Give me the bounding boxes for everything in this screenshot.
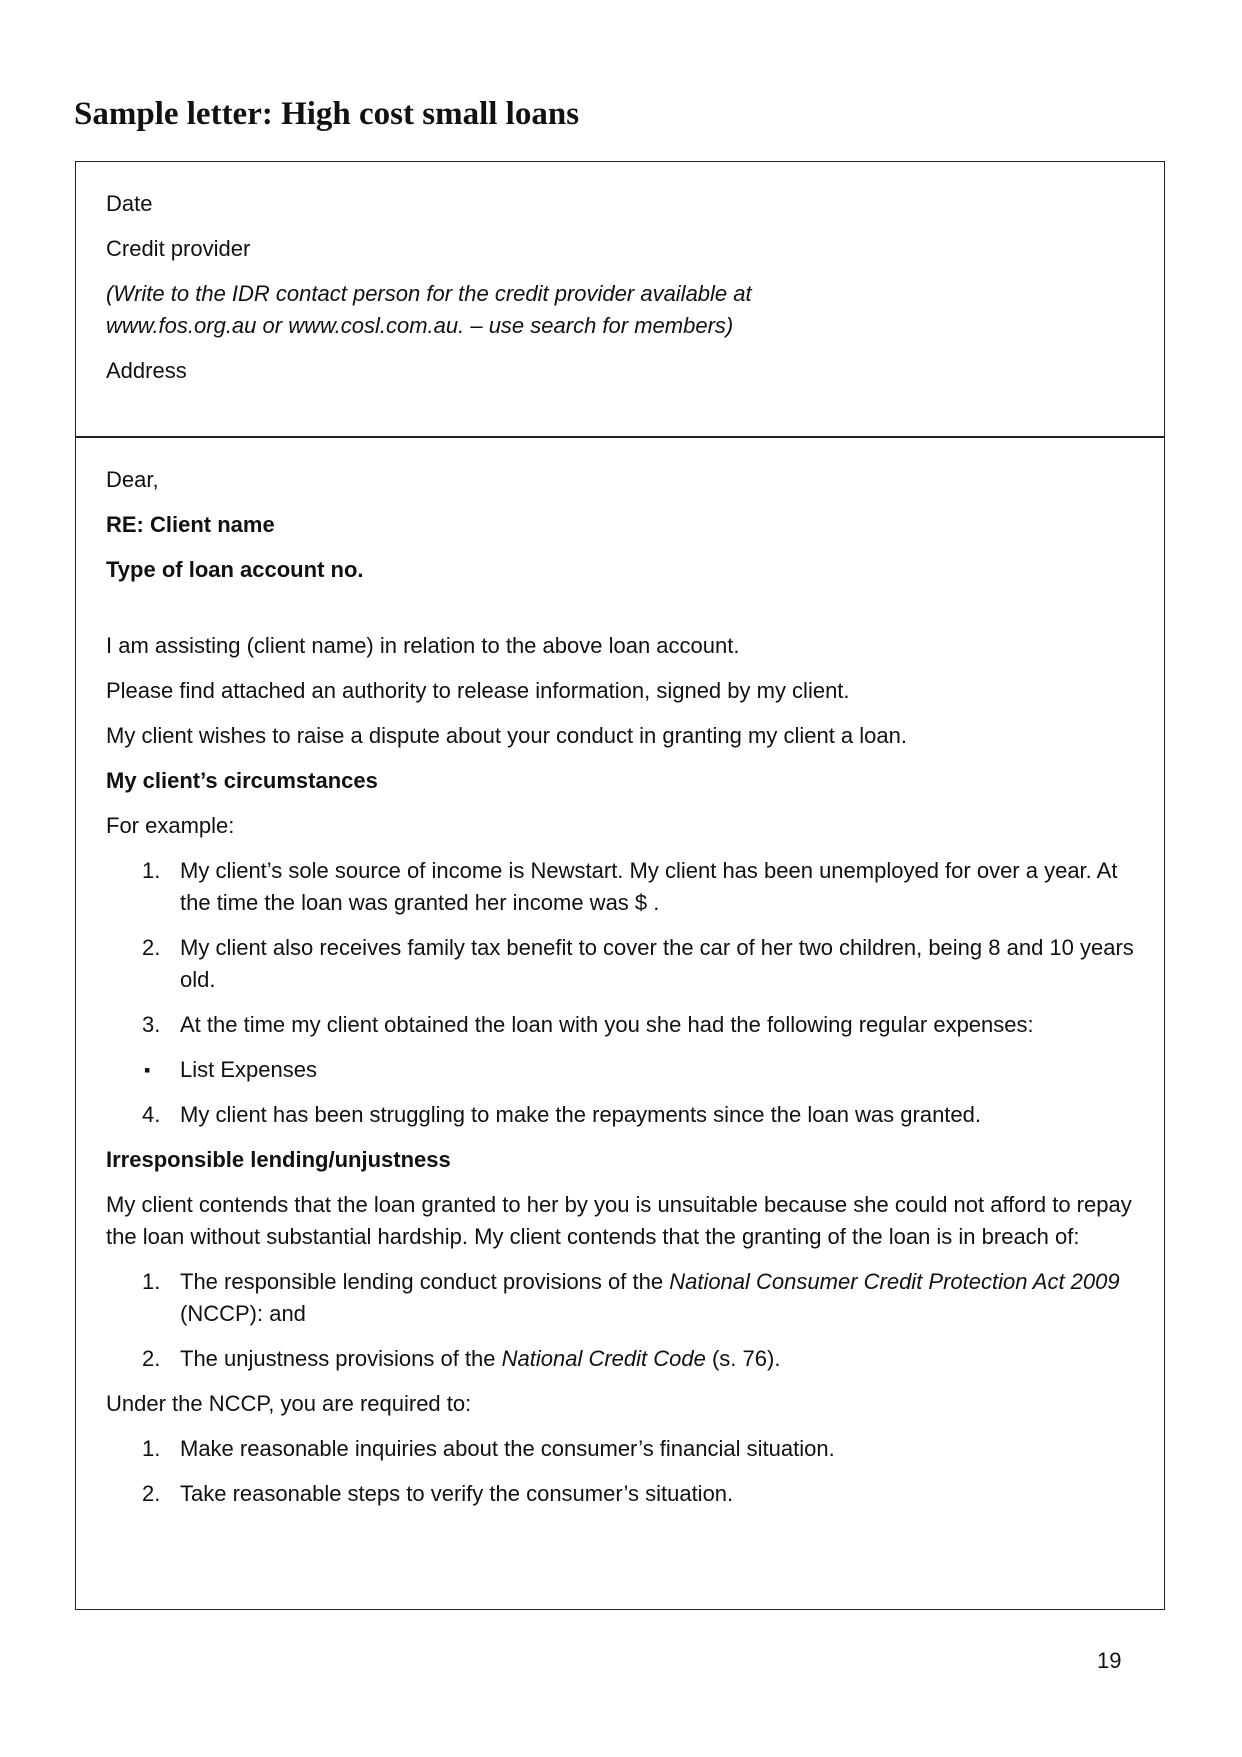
nccp-intro: Under the NCCP, you are required to: xyxy=(106,1391,472,1416)
date-line: Date xyxy=(106,191,153,216)
page-title: Sample letter: High cost small loans xyxy=(74,96,580,132)
list-marker: 4. xyxy=(142,1102,161,1127)
list-item xyxy=(106,1009,1134,1041)
list-item xyxy=(106,1433,1134,1465)
list-item-text: The unjustness provisions of the xyxy=(180,1346,502,1371)
list-item xyxy=(106,1099,1134,1131)
breach-list xyxy=(106,1266,1134,1375)
list-item xyxy=(106,1478,1134,1510)
instruction-line-1: (Write to the IDR contact person for the credit provider available at xyxy=(106,281,752,306)
list-marker: 2. xyxy=(142,1481,161,1506)
address-box xyxy=(75,161,1165,438)
list-item-text: My client has been struggling to make the repayments since the loan was granted. xyxy=(180,1102,982,1127)
list-item-text: Make reasonable inquiries about the consumer’s financial situation. xyxy=(180,1436,835,1461)
for-example-line: For example: xyxy=(106,813,235,838)
act-name: National Consumer Credit Protection Act 2009 xyxy=(669,1269,1120,1294)
salutation: Dear, xyxy=(106,467,159,492)
bullet-marker: ▪ xyxy=(144,1060,151,1080)
instruction-line-2: www.fos.org.au or www.cosl.com.au. – use search for members) xyxy=(106,313,734,338)
list-item-text: The responsible lending conduct provisions of the xyxy=(180,1269,670,1294)
list-item-text: My client’s sole source of income is Newstart. My client has been unemployed for over a year. At the time the loan was granted her income was $ . xyxy=(180,858,1118,915)
list-marker: 1. xyxy=(142,1269,161,1294)
list-marker: 3. xyxy=(142,1012,161,1037)
circumstances-list xyxy=(106,855,1134,1131)
list-item-text: (NCCP): and xyxy=(180,1301,306,1326)
list-item-text: At the time my client obtained the loan with you she had the following regular expenses: xyxy=(180,1012,1034,1037)
list-item-text: Take reasonable steps to verify the consumer’s situation. xyxy=(180,1481,734,1506)
credit-provider-line: Credit provider xyxy=(106,236,251,261)
letter-body xyxy=(106,464,1134,1523)
page-number: 19 xyxy=(1097,1648,1122,1673)
list-marker: 2. xyxy=(142,1346,161,1371)
lending-paragraph: My client contends that the loan granted to her by you is unsuitable because she could not afford to repay the loan without substantial hardship. My client contends that the granting of the loan is in breach of: xyxy=(106,1192,1132,1249)
circumstances-heading: My client’s circumstances xyxy=(106,768,378,793)
loan-type-line: Type of loan account no. xyxy=(106,557,364,582)
list-item xyxy=(106,1343,1134,1375)
list-marker: 2. xyxy=(142,935,161,960)
list-item xyxy=(106,1054,1134,1086)
lending-heading: Irresponsible lending/unjustness xyxy=(106,1147,451,1172)
list-item xyxy=(106,855,1134,919)
code-name: National Credit Code xyxy=(501,1346,706,1371)
requirements-list xyxy=(106,1433,1134,1510)
list-marker: 1. xyxy=(142,1436,161,1461)
list-item xyxy=(106,932,1134,996)
list-item-text: (s. 76). xyxy=(705,1346,781,1371)
list-item xyxy=(106,1266,1134,1330)
list-marker: 1. xyxy=(142,858,161,883)
list-item-text: List Expenses xyxy=(180,1057,317,1082)
re-line: RE: Client name xyxy=(106,512,275,537)
paragraph-assisting: I am assisting (client name) in relation to the above loan account. xyxy=(106,633,740,658)
address-box-content xyxy=(106,188,1134,387)
list-item-text: My client also receives family tax benefit to cover the car of her two children, being 8 and 10 years old. xyxy=(180,935,1134,992)
paragraph-authority: Please find attached an authority to release information, signed by my client. xyxy=(106,678,850,703)
paragraph-dispute: My client wishes to raise a dispute about your conduct in granting my client a loan. xyxy=(106,723,907,748)
address-line: Address xyxy=(106,358,187,383)
letter-box xyxy=(75,436,1165,1610)
